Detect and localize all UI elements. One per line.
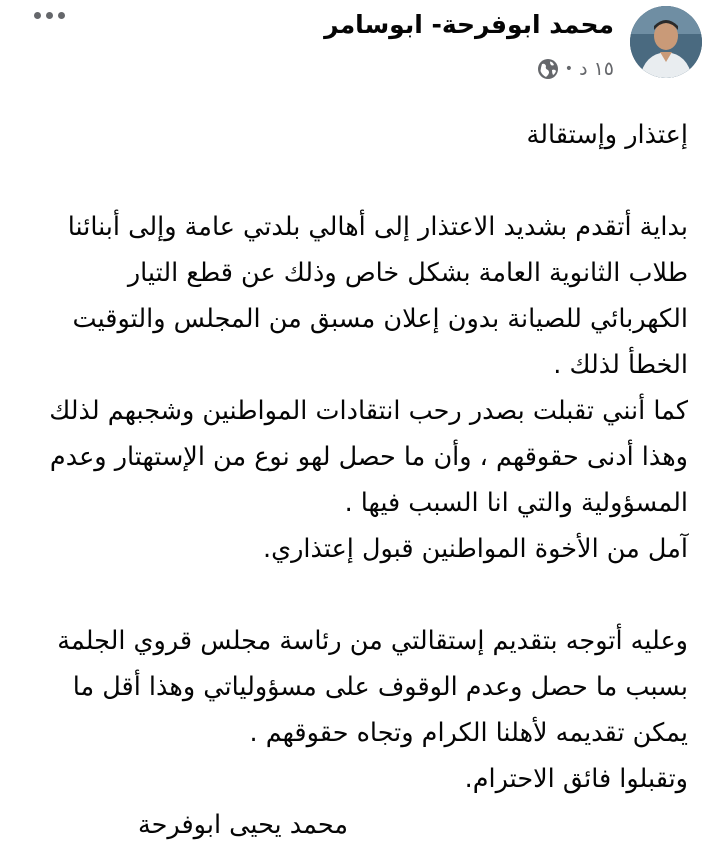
text-line: يمكن تقديمه لأهلنا الكرام وتجاه حقوقهم . xyxy=(249,718,688,748)
post-meta xyxy=(537,58,614,80)
post-time[interactable]: ١٥ د xyxy=(579,58,614,80)
text-line: بسبب ما حصل وعدم الوقوف على مسؤولياتي وهذا أقل ما xyxy=(72,672,688,702)
text-line: وعليه أتوجه بتقديم إستقالتي من رئاسة مجلس قروي الجلمة xyxy=(57,626,688,656)
text-line: وتقبلوا فائق الاحترام. xyxy=(464,764,688,794)
avatar-image xyxy=(630,6,702,78)
more-horizontal-icon[interactable] xyxy=(30,8,69,23)
post-title: إعتذار وإستقالة xyxy=(526,120,688,150)
avatar[interactable] xyxy=(630,6,702,78)
dot xyxy=(34,12,41,19)
post-header xyxy=(0,0,720,100)
text-line: وهذا أدنى حقوقهم ، وأن ما حصل لهو نوع من الإستهتار وعدم xyxy=(49,442,688,472)
globe-icon[interactable] xyxy=(537,58,559,80)
text-line: طلاب الثانوية العامة بشكل خاص وذلك عن قطع التيار xyxy=(127,258,688,288)
spacer xyxy=(28,158,688,204)
text-line: كما أنني تقبلت بصدر رحب انتقادات المواطنين وشجبهم لذلك xyxy=(49,396,688,426)
text-line: الخطأ لذلك . xyxy=(553,350,688,380)
text-line: المسؤولية والتي انا السبب فيها . xyxy=(344,488,688,518)
text-line: بداية أتقدم بشديد الاعتذار إلى أهالي بلدتي عامة وإلى أبنائنا xyxy=(67,212,688,242)
spacer xyxy=(28,572,688,618)
dot xyxy=(58,12,65,19)
author-name[interactable]: محمد ابوفرحة- ابوسامر xyxy=(324,10,614,39)
signature-wrap xyxy=(28,802,688,848)
post-body xyxy=(28,112,688,848)
meta-separator: • xyxy=(564,61,574,77)
dot xyxy=(46,12,53,19)
signature: محمد يحيى ابوفرحة xyxy=(137,810,348,840)
text-line: آمل من الأخوة المواطنين قبول إعتذاري. xyxy=(263,534,688,564)
text-line: الكهربائي للصيانة بدون إعلان مسبق من المجلس والتوقيت xyxy=(72,304,688,334)
